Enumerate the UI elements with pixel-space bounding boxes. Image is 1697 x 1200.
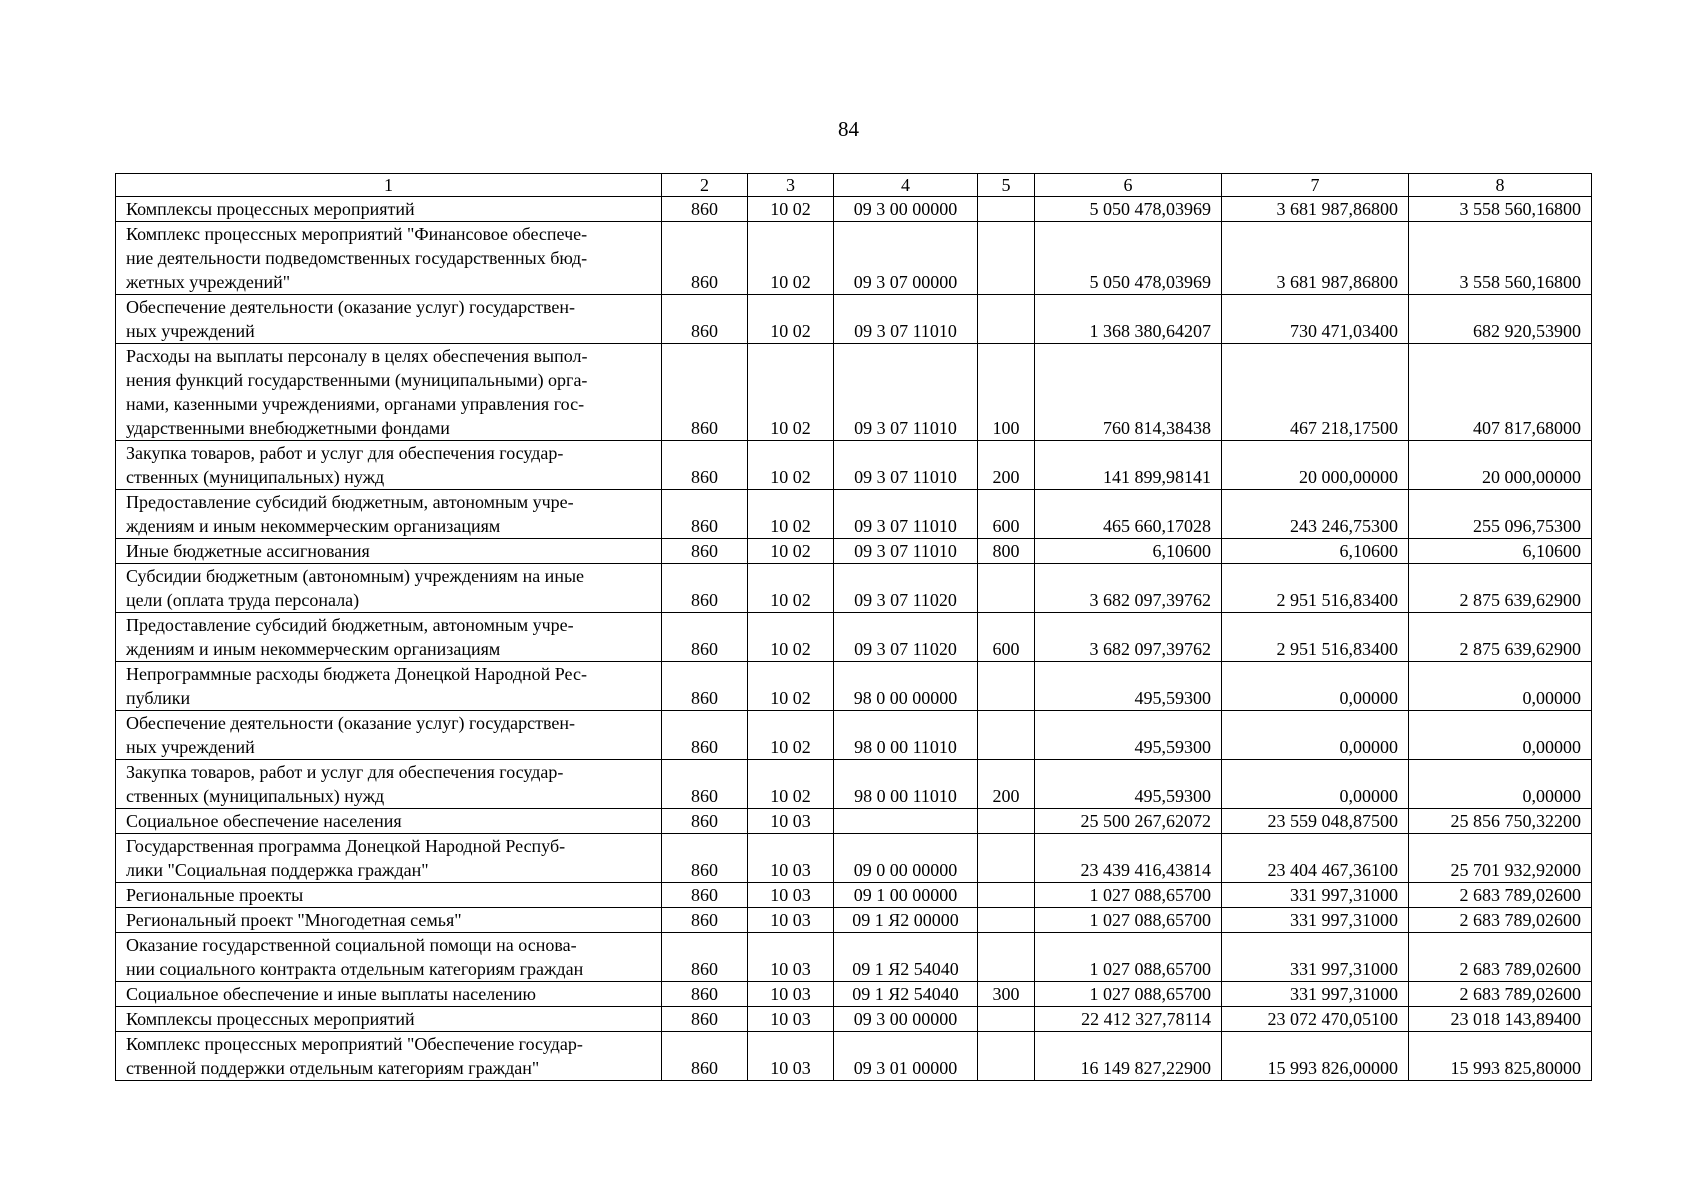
amount-col-8: 25 701 932,92000: [1409, 834, 1592, 883]
amount-col-6: 23 439 416,43814: [1035, 834, 1222, 883]
amount-col-6: 3 682 097,39762: [1035, 564, 1222, 613]
expense-type-code: [978, 834, 1035, 883]
table-row: [116, 441, 1592, 490]
amount-col-6: 1 368 380,64207: [1035, 295, 1222, 344]
ministry-code: 860: [662, 222, 748, 295]
amount-col-6: 1 027 088,65700: [1035, 933, 1222, 982]
amount-col-8: 15 993 825,80000: [1409, 1032, 1592, 1081]
amount-col-7: 243 246,75300: [1222, 490, 1409, 539]
amount-col-6: 465 660,17028: [1035, 490, 1222, 539]
amount-col-7: 331 997,31000: [1222, 933, 1409, 982]
amount-col-7: 23 404 467,36100: [1222, 834, 1409, 883]
amount-col-6: 6,10600: [1035, 539, 1222, 564]
ministry-code: 860: [662, 1007, 748, 1032]
amount-col-8: 407 817,68000: [1409, 344, 1592, 441]
column-header: 8: [1409, 174, 1592, 197]
target-article-code: 98 0 00 11010: [834, 711, 978, 760]
amount-col-8: 23 018 143,89400: [1409, 1007, 1592, 1032]
ministry-code: 860: [662, 908, 748, 933]
row-name: Непрограммные расходы бюджета Донецкой Народной Рес- публики: [116, 662, 662, 711]
row-name: Комплексы процессных мероприятий: [116, 197, 662, 222]
row-name: Предоставление субсидий бюджетным, автономным учре- ждениям и иным некоммерческим организациям: [116, 490, 662, 539]
amount-col-7: 331 997,31000: [1222, 982, 1409, 1007]
column-header: 7: [1222, 174, 1409, 197]
table-row: [116, 933, 1592, 982]
section-code: 10 02: [748, 539, 834, 564]
amount-col-8: 0,00000: [1409, 711, 1592, 760]
target-article-code: 09 3 07 11010: [834, 344, 978, 441]
row-name: Обеспечение деятельности (оказание услуг) государствен- ных учреждений: [116, 295, 662, 344]
row-name: Субсидии бюджетным (автономным) учреждениям на иные цели (оплата труда персонала): [116, 564, 662, 613]
row-name: Региональные проекты: [116, 883, 662, 908]
target-article-code: 09 3 01 00000: [834, 1032, 978, 1081]
target-article-code: 09 3 00 00000: [834, 197, 978, 222]
table-row: [116, 295, 1592, 344]
ministry-code: 860: [662, 883, 748, 908]
target-article-code: 09 3 07 00000: [834, 222, 978, 295]
amount-col-7: 730 471,03400: [1222, 295, 1409, 344]
amount-col-6: 16 149 827,22900: [1035, 1032, 1222, 1081]
amount-col-7: 2 951 516,83400: [1222, 613, 1409, 662]
table-row: [116, 222, 1592, 295]
amount-col-6: 5 050 478,03969: [1035, 222, 1222, 295]
ministry-code: 860: [662, 295, 748, 344]
amount-col-8: 682 920,53900: [1409, 295, 1592, 344]
section-code: 10 03: [748, 982, 834, 1007]
expense-type-code: [978, 222, 1035, 295]
amount-col-8: 2 683 789,02600: [1409, 908, 1592, 933]
expense-type-code: [978, 1007, 1035, 1032]
section-code: 10 02: [748, 197, 834, 222]
ministry-code: 860: [662, 490, 748, 539]
amount-col-8: 2 683 789,02600: [1409, 883, 1592, 908]
amount-col-6: 495,59300: [1035, 760, 1222, 809]
target-article-code: 09 3 07 11010: [834, 441, 978, 490]
table-row: [116, 613, 1592, 662]
table-row: [116, 1007, 1592, 1032]
ministry-code: 860: [662, 613, 748, 662]
target-article-code: 09 1 Я2 00000: [834, 908, 978, 933]
target-article-code: 98 0 00 11010: [834, 760, 978, 809]
expense-type-code: [978, 711, 1035, 760]
amount-col-6: 495,59300: [1035, 711, 1222, 760]
amount-col-7: 3 681 987,86800: [1222, 197, 1409, 222]
section-code: 10 03: [748, 1007, 834, 1032]
expense-type-code: [978, 908, 1035, 933]
amount-col-7: 6,10600: [1222, 539, 1409, 564]
column-header: 3: [748, 174, 834, 197]
target-article-code: 09 0 00 00000: [834, 834, 978, 883]
amount-col-7: 20 000,00000: [1222, 441, 1409, 490]
row-name: Региональный проект "Многодетная семья": [116, 908, 662, 933]
section-code: 10 02: [748, 564, 834, 613]
section-code: 10 03: [748, 883, 834, 908]
expense-type-code: 100: [978, 344, 1035, 441]
row-name: Закупка товаров, работ и услуг для обеспечения государ- ственных (муниципальных) нужд: [116, 441, 662, 490]
amount-col-6: 5 050 478,03969: [1035, 197, 1222, 222]
amount-col-6: 1 027 088,65700: [1035, 982, 1222, 1007]
amount-col-8: 20 000,00000: [1409, 441, 1592, 490]
ministry-code: 860: [662, 834, 748, 883]
expense-type-code: 200: [978, 441, 1035, 490]
section-code: 10 02: [748, 295, 834, 344]
amount-col-6: 1 027 088,65700: [1035, 908, 1222, 933]
ministry-code: 860: [662, 982, 748, 1007]
column-header: 4: [834, 174, 978, 197]
amount-col-8: 2 683 789,02600: [1409, 933, 1592, 982]
amount-col-7: 467 218,17500: [1222, 344, 1409, 441]
expense-type-code: [978, 295, 1035, 344]
row-name: Государственная программа Донецкой Народной Респуб- лики "Социальная поддержка граждан": [116, 834, 662, 883]
amount-col-8: 3 558 560,16800: [1409, 222, 1592, 295]
amount-col-7: 3 681 987,86800: [1222, 222, 1409, 295]
section-code: 10 02: [748, 662, 834, 711]
amount-col-6: 25 500 267,62072: [1035, 809, 1222, 834]
amount-col-8: 2 875 639,62900: [1409, 613, 1592, 662]
table-row: [116, 711, 1592, 760]
table-body: [116, 197, 1592, 1081]
ministry-code: 860: [662, 564, 748, 613]
amount-col-6: 760 814,38438: [1035, 344, 1222, 441]
table-row: [116, 834, 1592, 883]
amount-col-6: 3 682 097,39762: [1035, 613, 1222, 662]
amount-col-7: 0,00000: [1222, 711, 1409, 760]
row-name: Оказание государственной социальной помощи на основа- нии социального контракта отдельным категориям граждан: [116, 933, 662, 982]
column-header: 5: [978, 174, 1035, 197]
table-row: [116, 809, 1592, 834]
target-article-code: 09 3 07 11020: [834, 564, 978, 613]
section-code: 10 02: [748, 760, 834, 809]
expense-type-code: [978, 933, 1035, 982]
column-number-row: [116, 174, 1592, 197]
amount-col-8: 255 096,75300: [1409, 490, 1592, 539]
amount-col-7: 331 997,31000: [1222, 908, 1409, 933]
column-header: 2: [662, 174, 748, 197]
ministry-code: 860: [662, 711, 748, 760]
expense-type-code: 800: [978, 539, 1035, 564]
page-number: 84: [838, 117, 859, 141]
amount-col-8: 6,10600: [1409, 539, 1592, 564]
amount-col-7: 331 997,31000: [1222, 883, 1409, 908]
section-code: 10 03: [748, 809, 834, 834]
amount-col-7: 15 993 826,00000: [1222, 1032, 1409, 1081]
amount-col-6: 1 027 088,65700: [1035, 883, 1222, 908]
ministry-code: 860: [662, 1032, 748, 1081]
table-row: [116, 662, 1592, 711]
section-code: 10 02: [748, 613, 834, 662]
amount-col-8: 2 875 639,62900: [1409, 564, 1592, 613]
row-name: Социальное обеспечение и иные выплаты населению: [116, 982, 662, 1007]
section-code: 10 02: [748, 490, 834, 539]
column-header: 1: [116, 174, 662, 197]
table-row: [116, 982, 1592, 1007]
expense-type-code: [978, 809, 1035, 834]
expense-type-code: [978, 662, 1035, 711]
target-article-code: 09 3 07 11010: [834, 490, 978, 539]
row-name: Иные бюджетные ассигнования: [116, 539, 662, 564]
table-row: [116, 760, 1592, 809]
target-article-code: 09 1 Я2 54040: [834, 982, 978, 1007]
section-code: 10 03: [748, 834, 834, 883]
ministry-code: 860: [662, 344, 748, 441]
table-row: [116, 883, 1592, 908]
row-name: Комплекс процессных мероприятий "Финансовое обеспече- ние деятельности подведомственных государственных бюд- жетных учреждений": [116, 222, 662, 295]
ministry-code: 860: [662, 809, 748, 834]
amount-col-8: 0,00000: [1409, 662, 1592, 711]
column-header: 6: [1035, 174, 1222, 197]
row-name: Закупка товаров, работ и услуг для обеспечения государ- ственных (муниципальных) нужд: [116, 760, 662, 809]
expense-type-code: 300: [978, 982, 1035, 1007]
ministry-code: 860: [662, 662, 748, 711]
amount-col-8: 0,00000: [1409, 760, 1592, 809]
section-code: 10 03: [748, 908, 834, 933]
amount-col-7: 0,00000: [1222, 760, 1409, 809]
ministry-code: 860: [662, 760, 748, 809]
ministry-code: 860: [662, 441, 748, 490]
target-article-code: 09 3 07 11020: [834, 613, 978, 662]
expense-type-code: 600: [978, 490, 1035, 539]
target-article-code: 09 3 00 00000: [834, 1007, 978, 1032]
target-article-code: 09 1 00 00000: [834, 883, 978, 908]
table-row: [116, 344, 1592, 441]
target-article-code: [834, 809, 978, 834]
section-code: 10 02: [748, 711, 834, 760]
table-row: [116, 564, 1592, 613]
target-article-code: 09 1 Я2 54040: [834, 933, 978, 982]
amount-col-7: 2 951 516,83400: [1222, 564, 1409, 613]
expense-type-code: [978, 1032, 1035, 1081]
row-name: Расходы на выплаты персоналу в целях обеспечения выпол- нения функций государственными (муниципальными) орга- нами, казенными учреждениями, органами управления гос- ударственными внебюджетными фондами: [116, 344, 662, 441]
expense-type-code: [978, 564, 1035, 613]
expense-type-code: [978, 197, 1035, 222]
table-row: [116, 908, 1592, 933]
amount-col-6: 141 899,98141: [1035, 441, 1222, 490]
row-name: Комплексы процессных мероприятий: [116, 1007, 662, 1032]
section-code: 10 02: [748, 222, 834, 295]
table-row: [116, 539, 1592, 564]
table-row: [116, 197, 1592, 222]
row-name: Комплекс процессных мероприятий "Обеспечение государ- ственной поддержки отдельным категориям граждан": [116, 1032, 662, 1081]
table-row: [116, 490, 1592, 539]
table-row: [116, 1032, 1592, 1081]
row-name: Предоставление субсидий бюджетным, автономным учре- ждениям и иным некоммерческим организациям: [116, 613, 662, 662]
target-article-code: 09 3 07 11010: [834, 295, 978, 344]
target-article-code: 09 3 07 11010: [834, 539, 978, 564]
amount-col-7: 0,00000: [1222, 662, 1409, 711]
ministry-code: 860: [662, 933, 748, 982]
section-code: 10 02: [748, 344, 834, 441]
amount-col-6: 22 412 327,78114: [1035, 1007, 1222, 1032]
row-name: Социальное обеспечение населения: [116, 809, 662, 834]
section-code: 10 03: [748, 1032, 834, 1081]
amount-col-7: 23 072 470,05100: [1222, 1007, 1409, 1032]
ministry-code: 860: [662, 197, 748, 222]
section-code: 10 03: [748, 933, 834, 982]
expense-type-code: 600: [978, 613, 1035, 662]
amount-col-8: 2 683 789,02600: [1409, 982, 1592, 1007]
amount-col-8: 25 856 750,32200: [1409, 809, 1592, 834]
expense-type-code: 200: [978, 760, 1035, 809]
amount-col-6: 495,59300: [1035, 662, 1222, 711]
ministry-code: 860: [662, 539, 748, 564]
target-article-code: 98 0 00 00000: [834, 662, 978, 711]
budget-table: [115, 173, 1592, 1081]
expense-type-code: [978, 883, 1035, 908]
amount-col-8: 3 558 560,16800: [1409, 197, 1592, 222]
amount-col-7: 23 559 048,87500: [1222, 809, 1409, 834]
section-code: 10 02: [748, 441, 834, 490]
row-name: Обеспечение деятельности (оказание услуг) государствен- ных учреждений: [116, 711, 662, 760]
